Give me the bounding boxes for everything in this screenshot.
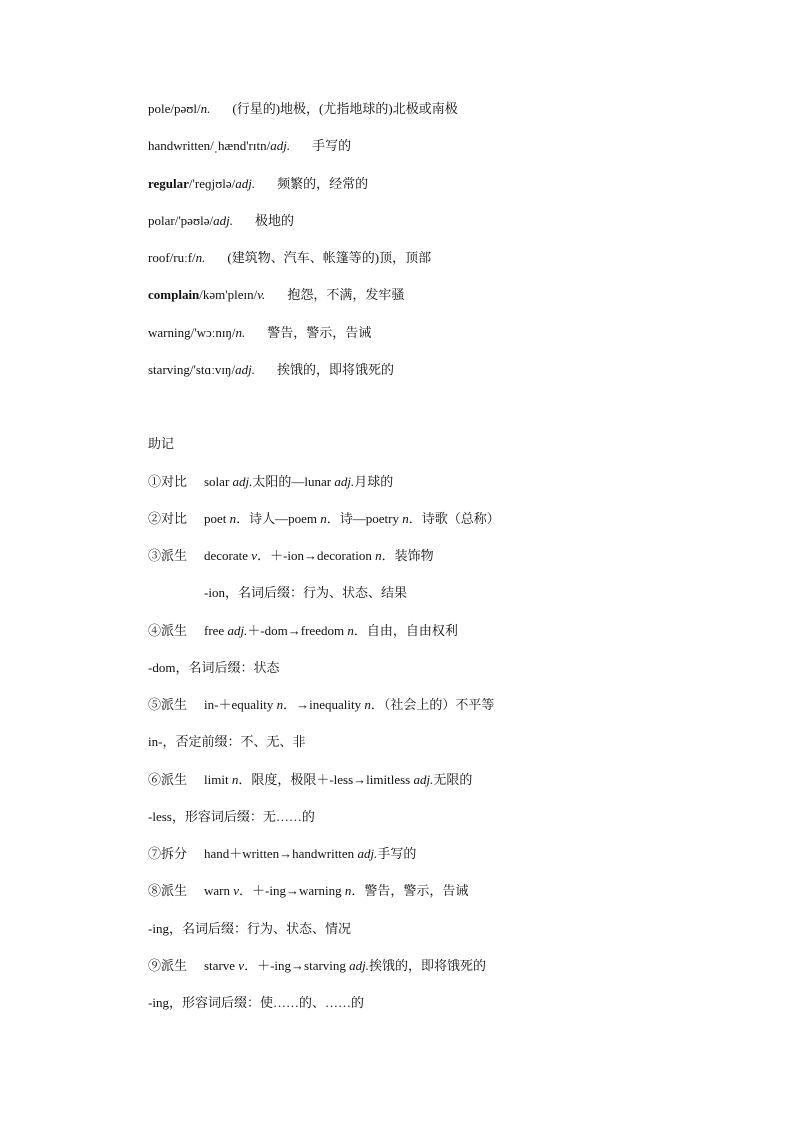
vocab-line-regular bbox=[148, 175, 368, 193]
vocab-word: starving bbox=[148, 362, 190, 377]
vocab-meaning: (建筑物、汽车、帐篷等的)顶，顶部 bbox=[227, 250, 432, 265]
vocab-meaning: 警告，警示，告诫 bbox=[267, 325, 372, 340]
memo-pos: n bbox=[347, 623, 354, 638]
memo-text: decorate bbox=[204, 548, 252, 563]
memo-number: ⑨派生 bbox=[148, 958, 188, 973]
vocab-pos: v. bbox=[257, 287, 266, 302]
memo-pos: v bbox=[238, 958, 245, 973]
memo-heading: 助记 bbox=[148, 436, 175, 451]
vocab-word: polar bbox=[148, 213, 175, 228]
memo-text: 无限的 bbox=[433, 772, 473, 787]
vocab-phonetic: /ruːf/ bbox=[169, 250, 196, 265]
memo-number: ②对比 bbox=[148, 511, 188, 526]
memo-note-8: -ing，名词后缀：行为、状态、情况 bbox=[148, 921, 351, 936]
memo-item-1 bbox=[148, 473, 393, 491]
memo-text: ．＋-ion→decoration bbox=[257, 548, 376, 563]
vocab-line-handwritten bbox=[148, 137, 351, 155]
memo-text: ．诗人—poem bbox=[236, 511, 321, 526]
memo-number: ④派生 bbox=[148, 623, 188, 638]
memo-text: ．限度，极限＋-less→limitless bbox=[238, 772, 414, 787]
vocab-pos: n. bbox=[195, 250, 206, 265]
vocab-line-polar bbox=[148, 212, 294, 230]
memo-text: 太阳的—lunar bbox=[252, 474, 335, 489]
vocab-pos: n. bbox=[235, 325, 246, 340]
vocab-meaning: (行星的)地极，(尤指地球的)北极或南极 bbox=[232, 101, 458, 116]
memo-text: warn bbox=[204, 883, 234, 898]
memo-item-3 bbox=[148, 547, 434, 565]
memo-pos: n bbox=[231, 772, 239, 787]
memo-text: ．＋-ing→starving bbox=[244, 958, 350, 973]
vocab-word: warning bbox=[148, 325, 191, 340]
vocab-phonetic: /'pəʊlə/ bbox=[174, 213, 214, 228]
vocab-word: handwritten bbox=[148, 138, 211, 153]
vocab-pos: adj. bbox=[213, 213, 233, 228]
memo-text: ．→inequality bbox=[283, 697, 365, 712]
memo-text: ．自由，自由权利 bbox=[353, 623, 458, 638]
memo-text: hand＋written→handwritten bbox=[204, 846, 358, 861]
memo-pos: n bbox=[402, 511, 409, 526]
vocab-pos: adj. bbox=[235, 176, 256, 191]
memo-text: ．诗歌（总称） bbox=[408, 511, 500, 526]
memo-item-8 bbox=[148, 882, 468, 900]
vocab-word: regular bbox=[148, 176, 189, 191]
memo-number: ③派生 bbox=[148, 548, 188, 563]
vocab-word: roof bbox=[148, 250, 170, 265]
memo-note-4: -dom，名词后缀：状态 bbox=[148, 660, 280, 675]
vocab-word: complain bbox=[148, 287, 200, 302]
memo-pos: n bbox=[229, 511, 237, 526]
memo-pos: adj. bbox=[227, 623, 248, 638]
vocab-phonetic: /ˌhænd'rɪtn/ bbox=[210, 138, 271, 153]
memo-text: 月球的 bbox=[354, 474, 394, 489]
memo-text: in-＋equality bbox=[204, 697, 277, 712]
vocab-meaning: 极地的 bbox=[254, 213, 294, 228]
vocab-pos: adj. bbox=[270, 138, 291, 153]
vocab-line-complain bbox=[148, 286, 404, 304]
vocab-meaning: 手写的 bbox=[312, 138, 352, 153]
memo-item-9 bbox=[148, 957, 486, 975]
memo-number: ⑤派生 bbox=[148, 697, 188, 712]
vocab-phonetic: /kəm'pleɪn/ bbox=[199, 287, 258, 302]
memo-note-5: in-，否定前缀：不、无、非 bbox=[148, 734, 306, 749]
memo-text: ．诗—poetry bbox=[326, 511, 403, 526]
memo-item-4 bbox=[148, 622, 458, 640]
vocab-meaning: 频繁的，经常的 bbox=[277, 176, 369, 191]
memo-number: ⑥派生 bbox=[148, 772, 188, 787]
memo-item-6 bbox=[148, 771, 472, 789]
vocab-line-pole bbox=[148, 100, 458, 118]
memo-text: solar bbox=[204, 474, 233, 489]
memo-pos: n bbox=[364, 697, 371, 712]
vocab-phonetic: /pəʊl/ bbox=[170, 101, 201, 116]
memo-text: ．＋-ing→warning bbox=[239, 883, 345, 898]
memo-pos: v bbox=[251, 548, 258, 563]
vocab-phonetic: /'stɑːvɪŋ/ bbox=[189, 362, 236, 377]
memo-pos: adj. bbox=[413, 772, 434, 787]
memo-text: 挨饿的，即将饿死的 bbox=[369, 958, 487, 973]
memo-text: starve bbox=[204, 958, 239, 973]
memo-text: ＋-dom→freedom bbox=[247, 623, 348, 638]
memo-pos: adj. bbox=[349, 958, 370, 973]
memo-text: limit bbox=[204, 772, 232, 787]
memo-item-2 bbox=[148, 510, 500, 528]
memo-pos: adj. bbox=[357, 846, 378, 861]
memo-pos: adj. bbox=[232, 474, 253, 489]
memo-text: free bbox=[204, 623, 228, 638]
vocab-phonetic: /'reɡjʊlə/ bbox=[188, 176, 236, 191]
memo-pos: v bbox=[233, 883, 240, 898]
vocab-word: pole bbox=[148, 101, 171, 116]
vocab-pos: n. bbox=[200, 101, 211, 116]
memo-item-5 bbox=[148, 696, 494, 714]
vocab-meaning: 抱怨，不满，发牢骚 bbox=[287, 287, 405, 302]
vocab-meaning: 挨饿的，即将饿死的 bbox=[276, 362, 394, 377]
vocab-line-warning bbox=[148, 324, 371, 342]
memo-text: poet bbox=[204, 511, 230, 526]
memo-pos: n bbox=[276, 697, 284, 712]
memo-pos: n bbox=[344, 883, 352, 898]
memo-number: ①对比 bbox=[148, 474, 188, 489]
memo-text: ．（社会上的）不平等 bbox=[370, 697, 495, 712]
vocab-line-starving bbox=[148, 361, 394, 379]
memo-pos: n bbox=[320, 511, 327, 526]
memo-text: ．装饰物 bbox=[381, 548, 434, 563]
memo-number: ⑧派生 bbox=[148, 883, 188, 898]
memo-text: 手写的 bbox=[377, 846, 417, 861]
memo-number: ⑦拆分 bbox=[148, 846, 188, 861]
vocab-pos: adj. bbox=[235, 362, 255, 377]
memo-item-7 bbox=[148, 845, 416, 863]
memo-note-3: -ion，名词后缀：行为、状态、结果 bbox=[204, 585, 407, 600]
memo-note-9: -ing，形容词后缀：使……的、……的 bbox=[148, 995, 364, 1010]
vocab-line-roof bbox=[148, 249, 431, 267]
memo-pos: adj. bbox=[334, 474, 355, 489]
memo-note-6: -less，形容词后缀：无……的 bbox=[148, 809, 315, 824]
memo-pos: n bbox=[375, 548, 382, 563]
memo-text: ．警告，警示，告诫 bbox=[351, 883, 469, 898]
vocab-phonetic: /'wɔːnɪŋ/ bbox=[190, 325, 236, 340]
